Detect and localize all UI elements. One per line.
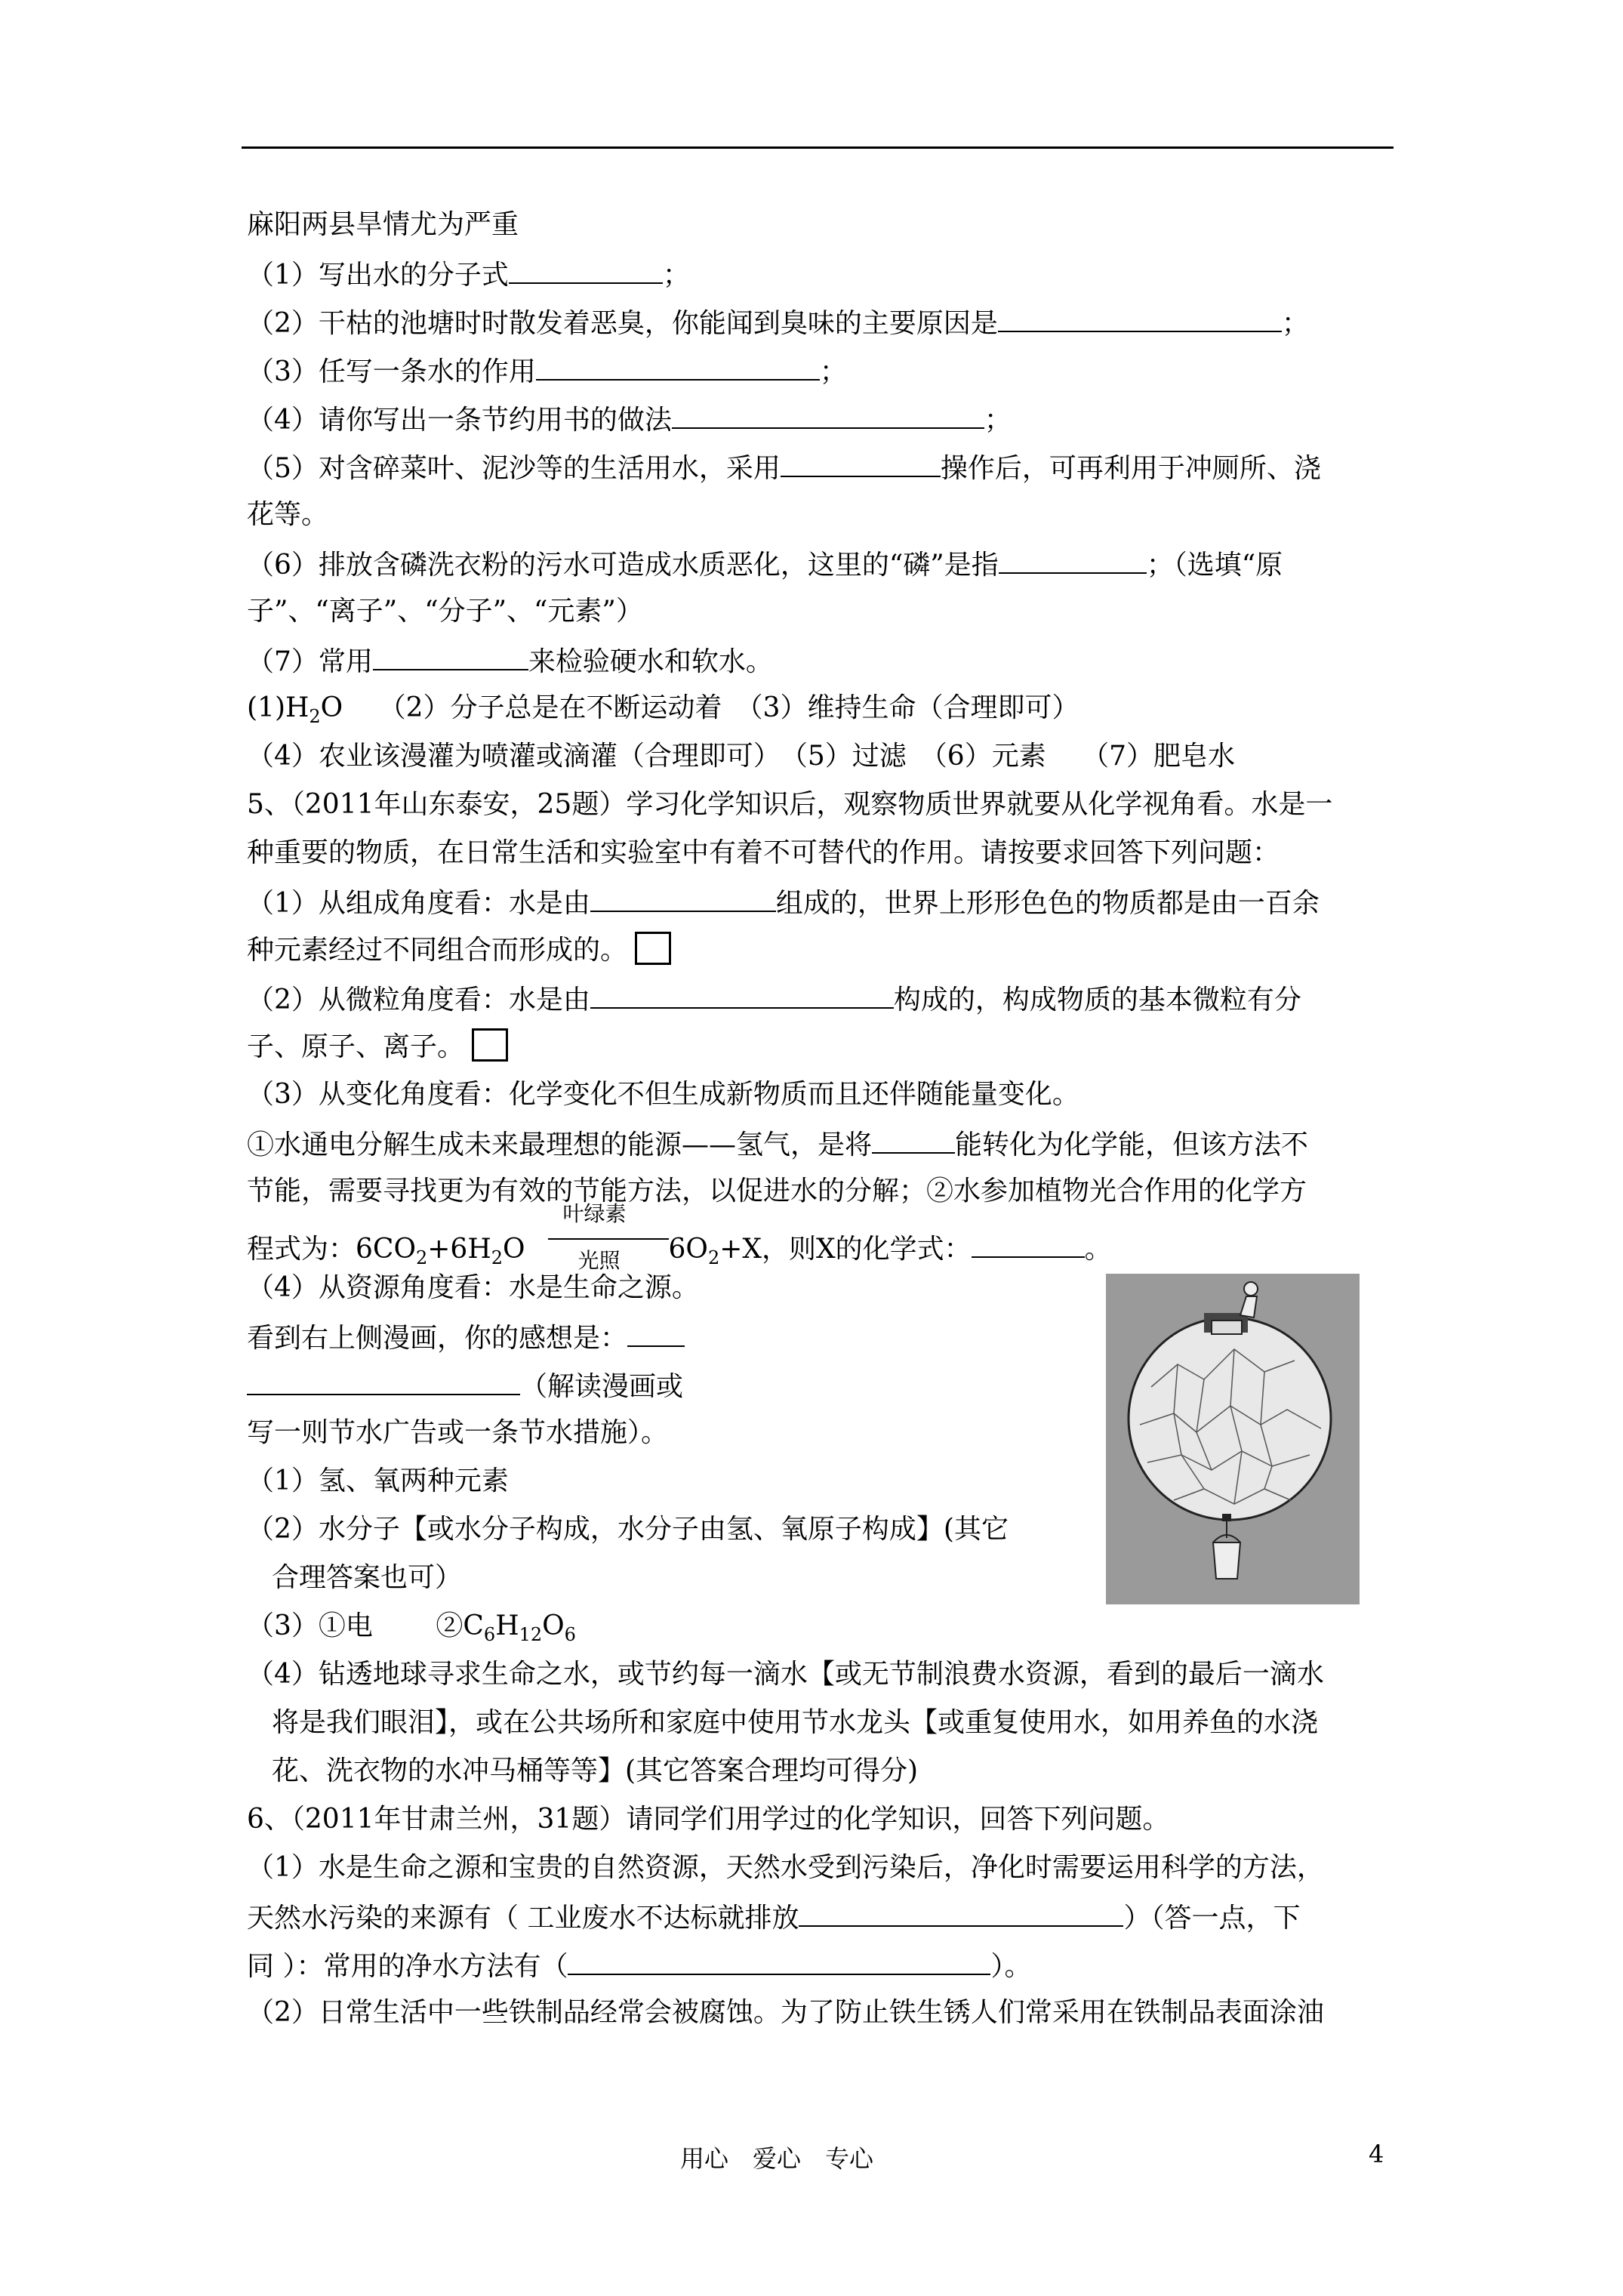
question-heading: 6、（2011年甘肃兰州，31题）请同学们用学过的化学知识，回答下列问题。 bbox=[247, 1804, 1170, 1835]
answer-line: 花、洗衣物的水冲马桶等等】(其它答案合理均可得分) bbox=[272, 1755, 919, 1786]
answer-blank[interactable] bbox=[627, 1318, 685, 1347]
question-3: （3）任写一条水的作用 ； bbox=[247, 352, 847, 390]
answer-line: 将是我们眼泪】，或在公共场所和家庭中使用节水龙头【或重复使用水，如用养鱼的水浇 bbox=[272, 1707, 1319, 1738]
answer-blank[interactable] bbox=[590, 980, 894, 1009]
answer-line: 合理答案也可） bbox=[272, 1562, 463, 1593]
answer-blank[interactable] bbox=[509, 255, 663, 284]
text-line: 花等。 bbox=[247, 499, 329, 530]
answer-blank[interactable] bbox=[373, 642, 528, 670]
question-line: 看到右上侧漫画，你的感想是： bbox=[247, 1318, 685, 1357]
answer-checkbox-icon[interactable] bbox=[472, 1028, 508, 1062]
answer-blank[interactable] bbox=[590, 883, 776, 912]
answer-checkbox-icon[interactable] bbox=[635, 932, 671, 965]
question-line: （解读漫画或 bbox=[247, 1367, 683, 1405]
answer-line: （1）氢、氧两种元素 bbox=[247, 1465, 509, 1496]
answer-blank[interactable] bbox=[781, 448, 941, 477]
text-line: （4）从资源角度看：水是生命之源。 bbox=[247, 1272, 699, 1303]
question-line: ①水通电分解生成未来最理想的能源——氢气，是将 能转化为化学能，但该方法不 bbox=[247, 1125, 1308, 1163]
answer-line: $(1)H_2O$ （2）分子总是在不断运动着 （3）维持生命（合理即可） bbox=[247, 692, 1079, 727]
answer-blank[interactable] bbox=[872, 1125, 955, 1154]
answer-blank[interactable] bbox=[672, 400, 984, 429]
question-6: （6）排放含磷洗衣粉的污水可造成水质恶化，这里的“磷”是指 ；（选填“原 bbox=[247, 545, 1283, 584]
question-line: 天然水污染的来源有（ 工业废水不达标就排放 ）（答一点，下 bbox=[247, 1898, 1300, 1937]
text-line: （1）水是生命之源和宝贵的自然资源，天然水受到污染后，净化时需要运用科学的方法， bbox=[247, 1852, 1324, 1883]
question-line: （2）从微粒角度看：水是由 构成的，构成物质的基本微粒有分 bbox=[247, 980, 1301, 1019]
text-line: 种元素经过不同组合而形成的。 bbox=[247, 932, 671, 969]
text-line: （3）从变化角度看：化学变化不但生成新物质而且还伴随能量变化。 bbox=[247, 1079, 1079, 1110]
question-2: （2）干枯的池塘时时散发着恶臭，你能闻到臭味的主要原因是 ； bbox=[247, 304, 1309, 342]
text-line: 种重要的物质，在日常生活和实验室中有着不可替代的作用。请按要求回答下列问题： bbox=[247, 837, 1280, 868]
reaction-condition: 叶绿素 光照 bbox=[548, 1222, 669, 1258]
footer-slogan: 用心 爱心 专心 bbox=[680, 2144, 874, 2173]
header-rule bbox=[242, 146, 1394, 149]
answer-blank[interactable] bbox=[998, 304, 1282, 332]
question-4: （4）请你写出一条节约用书的做法 ； bbox=[247, 400, 1012, 439]
question-5: （5）对含碎菜叶、泥沙等的生活用水，采用 操作后，可再利用于冲厕所、浇 bbox=[247, 448, 1321, 487]
answer-blank[interactable] bbox=[999, 545, 1147, 574]
answer-line: （3）①电 $②C_6H_{12}O_6$ bbox=[247, 1610, 576, 1645]
text-line: 子、原子、离子。 bbox=[247, 1028, 508, 1065]
text-line: （2）日常生活中一些铁制品经常会被腐蚀。为了防止铁生锈人们常采用在铁制品表面涂油 bbox=[247, 1997, 1324, 2028]
text-line: 节能，需要寻找更为有效的节能方法，以促进水的分解；②水参加植物光合作用的化学方 bbox=[247, 1176, 1307, 1207]
answer-blank[interactable] bbox=[799, 1898, 1123, 1927]
answer-blank[interactable] bbox=[972, 1229, 1085, 1258]
answer-blank[interactable] bbox=[536, 352, 820, 381]
question-heading: 5、（2011年山东泰安，25题）学习化学知识后，观察物质世界就要从化学视角看。水是一 bbox=[247, 789, 1333, 820]
question-line: （1）从组成角度看：水是由 组成的，世界上形形色色的物质都是由一百余 bbox=[247, 883, 1320, 922]
answer-line: （4）农业该漫灌为喷灌或滴灌（合理即可） （5）过滤 （6）元素 （7）肥皂水 bbox=[247, 741, 1236, 772]
answer-blank[interactable] bbox=[247, 1367, 520, 1395]
equation-line: 程式为：$6CO_2+6H_2O$ 叶绿素 光照 $6O_2+X$，则X的化学式： 。 bbox=[247, 1201, 1112, 1273]
question-line: 同 ）：常用的净水方法有（ ）。 bbox=[247, 1946, 1031, 1985]
text-line: 子”、“离子”、“分子”、“元素”） bbox=[247, 596, 643, 627]
question-1: （1）写出水的分子式 ； bbox=[247, 255, 690, 294]
answer-line: （4）钻透地球寻求生命之水，或节约每一滴水【或无节制浪费水资源，看到的最后一滴水 bbox=[247, 1659, 1324, 1690]
page-number: 4 bbox=[1369, 2140, 1384, 2168]
text-line: 麻阳两县旱情尤为严重 bbox=[247, 209, 519, 240]
text-line: 写一则节水广告或一条节水措施）。 bbox=[247, 1417, 669, 1448]
question-7: （7）常用 来检验硬水和软水。 bbox=[247, 642, 773, 680]
answer-blank[interactable] bbox=[568, 1946, 990, 1975]
water-globe-cartoon-icon bbox=[1106, 1274, 1360, 1604]
answer-line: （2）水分子【或水分子构成，水分子由氢、氧原子构成】(其它 bbox=[247, 1514, 1009, 1545]
